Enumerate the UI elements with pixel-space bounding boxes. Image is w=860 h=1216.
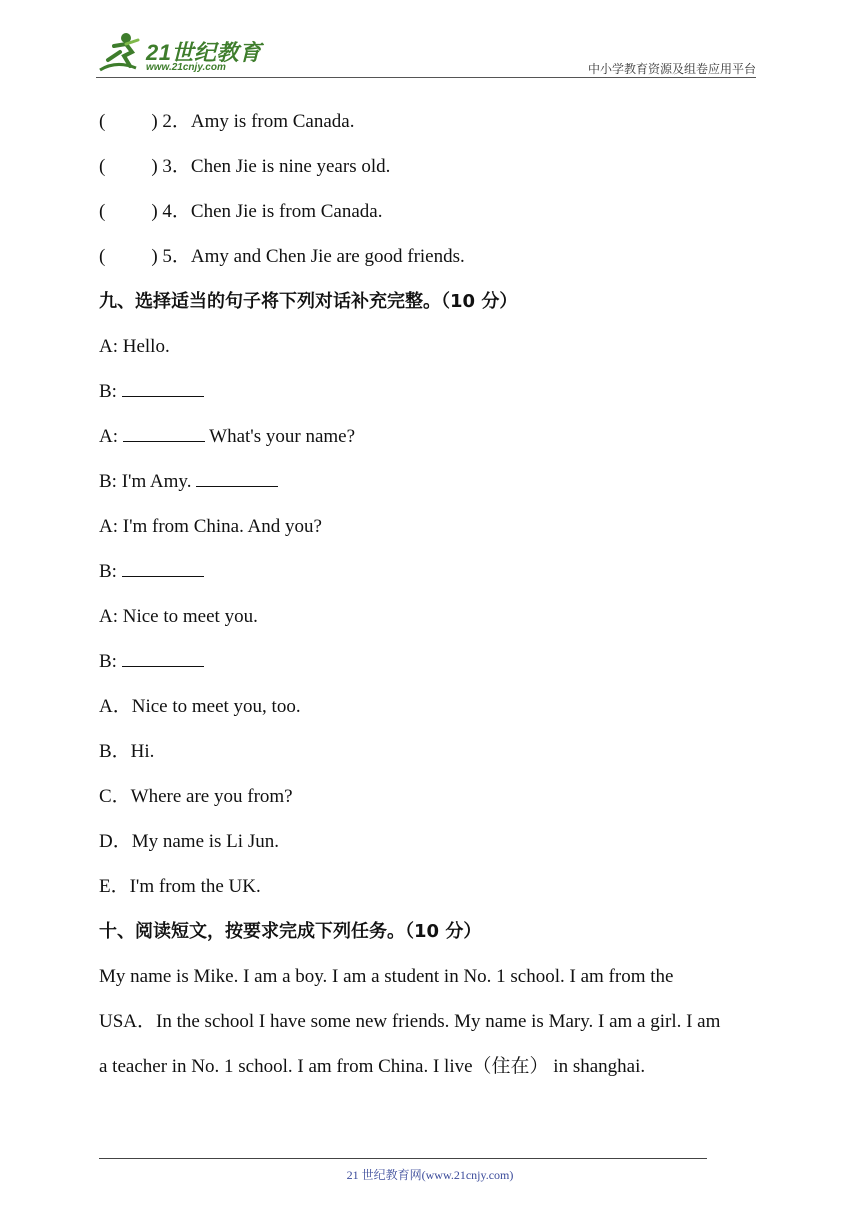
section-10-heading: 十、阅读短文，按要求完成下列任务。（10 分） [99,921,482,942]
dialogue-text: B: [99,561,122,582]
dialogue-line [99,515,322,539]
dialogue-line [99,650,204,674]
dialogue-line [99,605,258,629]
tf-open-paren: ( [99,201,106,222]
dialogue-text: A: [99,426,123,447]
passage-line: My name is Mike. I am a boy. I am a student in No. 1 school. I am from the [99,966,674,987]
answer-blank[interactable] [123,425,205,442]
dialogue-text: A: I'm from China. And you? [99,516,322,537]
passage-line: a teacher in No. 1 school. I am from China. I live（住在） in shanghai. [99,1056,646,1077]
header-divider [96,77,756,78]
answer-blank[interactable] [122,380,204,397]
answer-blank[interactable] [122,650,204,667]
dialogue-text: A: Nice to meet you. [99,606,258,627]
site-logo [96,30,276,78]
dialogue-text: A: Hello. [99,336,170,357]
dialogue-line [99,560,204,584]
tf-open-paren: ( [99,156,106,177]
tf-statement: ) 3．Chen Jie is nine years old. [151,156,391,177]
answer-blank[interactable] [122,560,204,577]
footer-divider [99,1158,707,1159]
tf-statement: ) 4．Chen Jie is from Canada. [151,201,383,222]
tf-statement: ) 5．Amy and Chen Jie are good friends. [151,246,465,267]
tf-statement: ) 2．Amy is from Canada. [151,111,355,132]
tf-item [99,155,390,179]
runner-logo-icon [96,30,152,76]
tf-item [99,110,354,134]
answer-blank[interactable] [196,470,278,487]
option-d: D．My name is Li Jun. [99,831,279,852]
page-header [0,0,860,82]
logo-url: www.21cnjy.com [146,62,226,73]
header-tagline: 中小学教育资源及组卷应用平台 [587,62,756,76]
option-c: C．Where are you from? [99,786,293,807]
tf-open-paren: ( [99,111,106,132]
tf-item [99,200,382,224]
dialogue-text: B: [99,381,122,402]
dialogue-text-after: What's your name? [204,426,356,447]
option-a: A．Nice to meet you, too. [99,696,301,717]
logo-text: 21世纪教育 [146,40,262,65]
dialogue-text: B: [99,651,122,672]
section-9-heading: 九、选择适当的句子将下列对话补充完整。（10 分） [99,291,518,312]
tf-open-paren: ( [99,246,106,267]
dialogue-text: B: I'm Amy. [99,471,197,492]
tf-item [99,245,465,269]
option-b: B．Hi. [99,741,155,762]
dialogue-line [99,335,170,359]
dialogue-line [99,470,278,494]
dialogue-line [99,380,204,404]
footer-text[interactable]: 21 世纪教育网(www.21cnjy.com) [346,1168,514,1182]
dialogue-line [99,425,355,449]
option-e: E．I'm from the UK. [99,876,261,897]
passage-line: USA．In the school I have some new friends. My name is Mary. I am a girl. I am [99,1011,721,1032]
